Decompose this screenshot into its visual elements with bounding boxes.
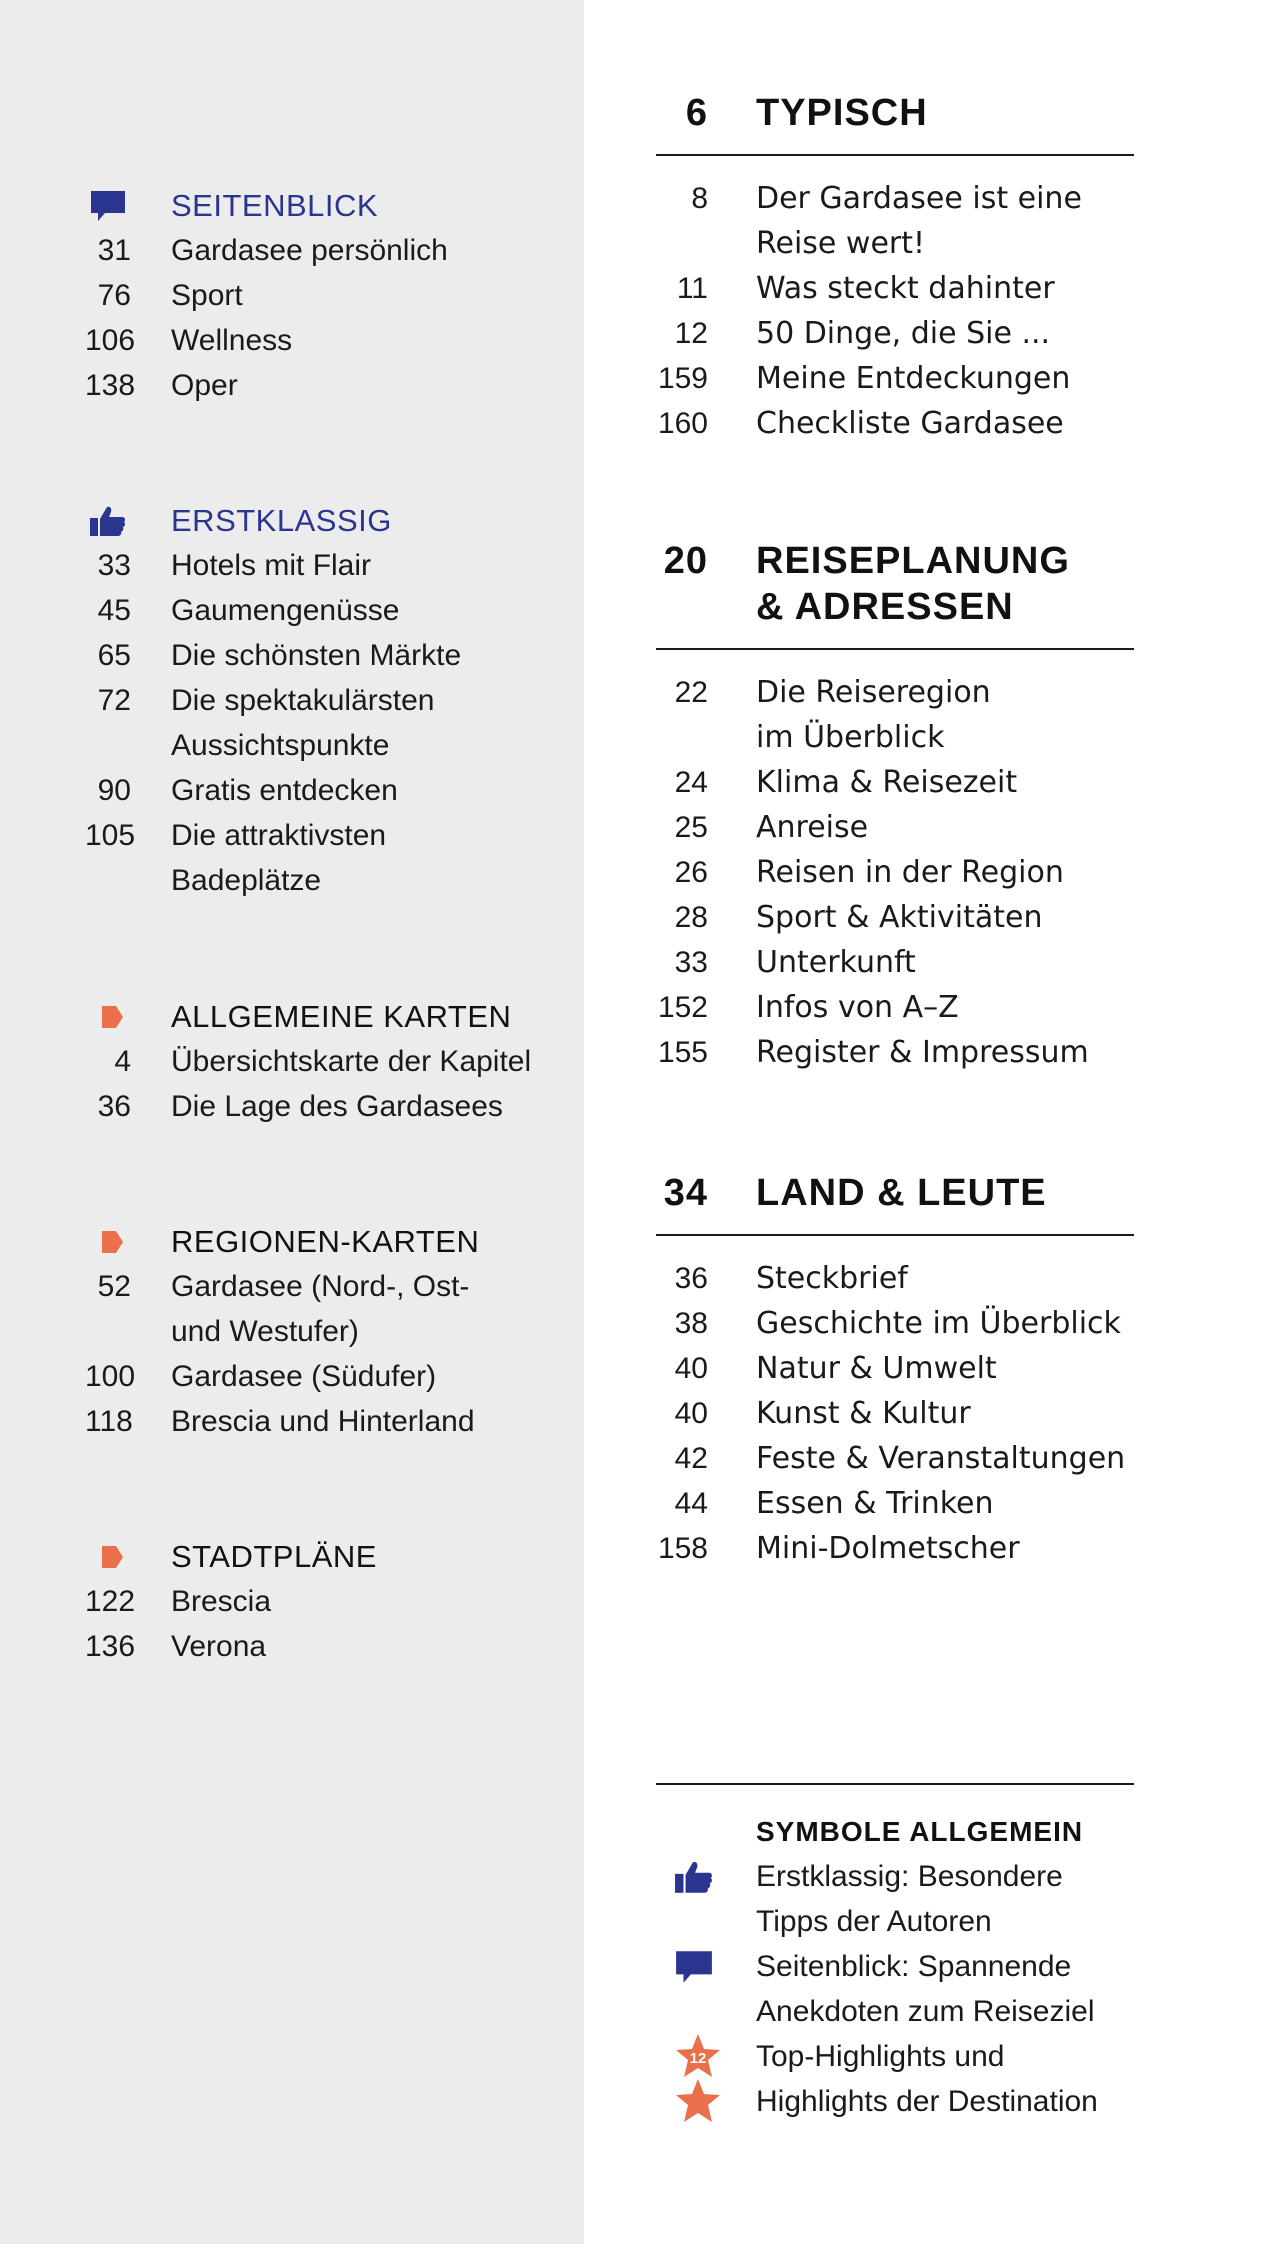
- list-item[interactable]: [85, 678, 575, 768]
- entry-text: Der Gardasee ist eine Reise wert!: [756, 181, 1082, 261]
- chapter-heading[interactable]: [656, 1170, 1134, 1236]
- entry-text: Gardasee (Nord-, Ost- und Westufer): [171, 1270, 470, 1348]
- list-item[interactable]: [656, 985, 1134, 1030]
- section-allgemeine-karten: [85, 994, 575, 1129]
- chapter-page: 34: [663, 1172, 708, 1214]
- page-number: 33: [97, 549, 131, 582]
- legend-item-seitenblick: [656, 1944, 1134, 2034]
- thumbs-up-icon: [674, 1860, 714, 1894]
- entry-text: 50 Dinge, die Sie ...: [756, 316, 1051, 351]
- entry-text: Hotels mit Flair: [171, 549, 372, 582]
- page-number: 65: [97, 639, 131, 672]
- entry-text: Brescia: [171, 1585, 272, 1618]
- thumbs-up-icon: [89, 505, 127, 537]
- entry-text: Unterkunft: [756, 945, 916, 980]
- chapter-title: LAND & LEUTE: [756, 1172, 1047, 1214]
- page-number: 138: [85, 369, 136, 402]
- list-item[interactable]: [656, 1256, 1134, 1301]
- list-item[interactable]: [656, 1346, 1134, 1391]
- page-number: 45: [97, 594, 131, 627]
- page-number: 11: [676, 272, 708, 305]
- page-number: 152: [657, 991, 708, 1024]
- page-number: 136: [85, 1630, 136, 1663]
- entry-text: Die spektakulärsten Aussichtspunkte: [171, 684, 435, 762]
- entry-text: Infos von A–Z: [756, 990, 959, 1025]
- list-item[interactable]: [85, 768, 575, 813]
- list-item[interactable]: [656, 1436, 1134, 1481]
- chapter-reiseplanung: [656, 538, 1134, 1075]
- section-title-text: ALLGEMEINE KARTEN: [171, 999, 512, 1034]
- page-number: 122: [85, 1585, 136, 1618]
- entry-text: Brescia und Hinterland: [171, 1405, 475, 1438]
- entry-text: Gardasee (Südufer): [171, 1360, 437, 1393]
- speech-bubble-icon: [674, 1950, 714, 1984]
- section-title: [85, 498, 575, 543]
- section-stadtplaene: [85, 1534, 575, 1669]
- legend-title: SYMBOLE ALLGEMEIN: [756, 1816, 1084, 1847]
- page-number: 76: [97, 279, 131, 312]
- section-title-text: STADTPLÄNE: [171, 1539, 377, 1574]
- entry-text: Geschichte im Überblick: [756, 1306, 1121, 1341]
- section-regionen-karten: [85, 1219, 575, 1444]
- list-item[interactable]: [656, 1526, 1134, 1571]
- legend-text: Top-Highlights und: [756, 2040, 1005, 2073]
- page-number: 158: [657, 1532, 708, 1565]
- page-number: 118: [85, 1405, 133, 1438]
- page-number: 160: [657, 407, 708, 440]
- section-title: [85, 1534, 575, 1579]
- section-erstklassig: [85, 498, 575, 903]
- section-title-text: SEITENBLICK: [171, 188, 379, 223]
- list-item[interactable]: [85, 588, 575, 633]
- map-tag-icon: [89, 1226, 127, 1258]
- star-number: 12: [689, 2050, 707, 2067]
- page-number: 36: [674, 1262, 708, 1295]
- list-item[interactable]: [656, 176, 1134, 266]
- page-number: 24: [674, 766, 708, 799]
- entry-text: Mini-Dolmetscher: [756, 1531, 1020, 1566]
- legend-text: Highlights der Destination: [756, 2085, 1098, 2118]
- entry-text: Feste & Veranstaltungen: [756, 1441, 1126, 1476]
- entry-text: Gratis entdecken: [171, 774, 398, 807]
- list-item[interactable]: [656, 805, 1134, 850]
- entry-text: Übersichtskarte der Kapitel: [171, 1045, 532, 1078]
- chapter-page: 20: [663, 540, 708, 582]
- section-title: [85, 1219, 575, 1264]
- page-number: 38: [674, 1307, 708, 1340]
- entry-text: Register & Impressum: [756, 1035, 1089, 1070]
- page-number: 100: [85, 1360, 136, 1393]
- page-number: 8: [691, 182, 708, 215]
- list-item[interactable]: [656, 850, 1134, 895]
- left-panel: [0, 0, 584, 2244]
- list-item[interactable]: [85, 633, 575, 678]
- page-number: 4: [114, 1045, 131, 1078]
- section-title-text: REGIONEN-KARTEN: [171, 1224, 480, 1259]
- page-number: 22: [674, 676, 708, 709]
- map-tag-icon: [89, 1541, 127, 1573]
- entry-text: Natur & Umwelt: [756, 1351, 997, 1386]
- entry-text: Checkliste Gardasee: [756, 406, 1064, 441]
- entry-text: Anreise: [756, 810, 869, 845]
- page-number: 33: [674, 946, 708, 979]
- entry-text: Sport & Aktivitäten: [756, 900, 1043, 935]
- legend-item-erstklassig: [656, 1854, 1134, 1944]
- list-item[interactable]: [85, 318, 575, 363]
- list-item[interactable]: [85, 1084, 575, 1129]
- page-number: 72: [97, 684, 131, 717]
- list-item[interactable]: [85, 273, 575, 318]
- list-item[interactable]: [656, 311, 1134, 356]
- list-item[interactable]: [656, 356, 1134, 401]
- legend-text: Seitenblick: Spannende Anekdoten zum Reiseziel: [756, 1950, 1095, 2028]
- entry-text: Wellness: [171, 324, 293, 357]
- chapter-heading[interactable]: [656, 538, 1134, 650]
- list-item[interactable]: [656, 1481, 1134, 1526]
- section-seitenblick: [85, 183, 575, 408]
- page-number: 42: [674, 1442, 708, 1475]
- entry-text: Klima & Reisezeit: [756, 765, 1018, 800]
- list-item[interactable]: [85, 1039, 575, 1084]
- list-item[interactable]: [85, 1399, 575, 1444]
- chapter-land-leute: [656, 1170, 1134, 1571]
- page-number: 36: [97, 1090, 131, 1123]
- section-title: [85, 183, 575, 228]
- page-number: 26: [674, 856, 708, 889]
- entry-text: Kunst & Kultur: [756, 1396, 971, 1431]
- chapter-title: REISEPLANUNG & ADRESSEN: [756, 540, 1070, 628]
- list-item[interactable]: [656, 760, 1134, 805]
- entry-text: Oper: [171, 369, 238, 402]
- list-item[interactable]: [85, 1624, 575, 1669]
- entry-text: Steckbrief: [756, 1261, 908, 1296]
- list-item[interactable]: [85, 228, 575, 273]
- page-number: 25: [674, 811, 708, 844]
- list-item[interactable]: [656, 1030, 1134, 1075]
- entry-text: Sport: [171, 279, 243, 312]
- list-item[interactable]: [656, 266, 1134, 311]
- list-item[interactable]: [656, 1301, 1134, 1346]
- page-number: 31: [97, 234, 131, 267]
- entry-text: Gaumengenüsse: [171, 594, 400, 627]
- page-number: 44: [674, 1487, 708, 1520]
- page-number: 159: [657, 362, 708, 395]
- list-item[interactable]: [85, 813, 575, 903]
- entry-text: Essen & Trinken: [756, 1486, 994, 1521]
- speech-bubble-icon: [89, 190, 127, 222]
- page-number: 106: [85, 324, 136, 357]
- list-item[interactable]: [85, 1354, 575, 1399]
- chapter-title: TYPISCH: [756, 92, 928, 134]
- list-item[interactable]: [656, 401, 1134, 446]
- page-number: 40: [674, 1352, 708, 1385]
- legend-text: Erstklassig: Besondere Tipps der Autoren: [756, 1860, 1063, 1938]
- page-number: 40: [674, 1397, 708, 1430]
- list-item[interactable]: [656, 940, 1134, 985]
- chapter-page: 6: [685, 92, 708, 134]
- entry-text: Die Lage des Gardasees: [171, 1090, 503, 1123]
- chapter-typisch: [656, 90, 1134, 446]
- page-number: 28: [674, 901, 708, 934]
- section-title-text: ERSTKLASSIG: [171, 503, 392, 538]
- entry-text: Reisen in der Region: [756, 855, 1064, 890]
- entry-text: Die attraktivsten Badeplätze: [171, 819, 387, 897]
- list-item[interactable]: [85, 543, 575, 588]
- symbol-legend: [656, 1783, 1134, 2124]
- map-tag-icon: [89, 1001, 127, 1033]
- chapter-heading[interactable]: [656, 90, 1134, 156]
- page-number: 105: [85, 819, 136, 852]
- legend-item-highlights: [656, 2034, 1134, 2124]
- entry-text: Was steckt dahinter: [756, 271, 1055, 306]
- page-number: 52: [97, 1270, 131, 1303]
- entry-text: Die schönsten Märkte: [171, 639, 462, 672]
- entry-text: Gardasee persönlich: [171, 234, 448, 267]
- page-number: 12: [674, 317, 708, 350]
- list-item[interactable]: [656, 670, 1134, 760]
- star-icon: [674, 2077, 722, 2125]
- numbered-star-icon: [674, 2032, 722, 2080]
- list-item[interactable]: [656, 895, 1134, 940]
- list-item[interactable]: [85, 1264, 575, 1354]
- list-item[interactable]: [85, 363, 575, 408]
- page-number: 90: [97, 774, 131, 807]
- entry-text: Die Reiseregion im Überblick: [756, 675, 991, 755]
- section-title: [85, 994, 575, 1039]
- page-number: 155: [657, 1036, 708, 1069]
- list-item[interactable]: [656, 1391, 1134, 1436]
- entry-text: Verona: [171, 1630, 267, 1663]
- list-item[interactable]: [85, 1579, 575, 1624]
- entry-text: Meine Entdeckungen: [756, 361, 1071, 396]
